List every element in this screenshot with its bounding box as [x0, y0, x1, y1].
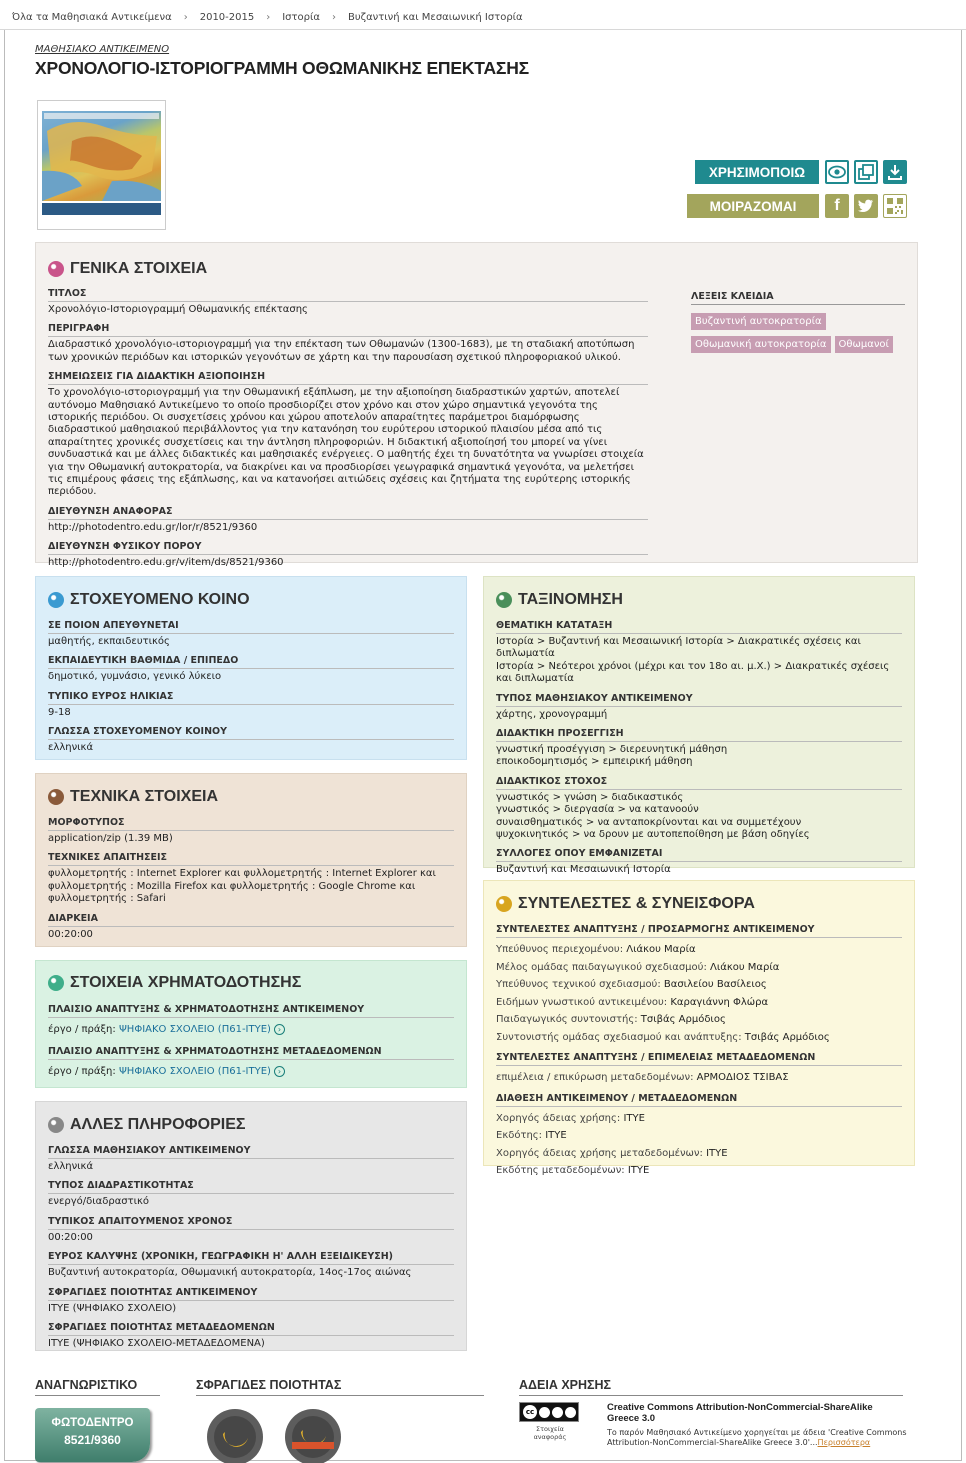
field-label: ΣΦΡΑΓΙΔΕΣ ΠΟΙΟΤΗΤΑΣ ΜΕΤΑΔΕΔΟΜΕΝΩΝ: [48, 1322, 454, 1336]
license-name: Creative Commons Attribution-NonCommercial-ShareAlike Greece 3.0: [607, 1402, 873, 1424]
contributor-role: Χορηγός άδειας χρήσης μεταδεδομένων:: [496, 1147, 707, 1159]
field-value: 00:20:00: [48, 1231, 93, 1243]
general-panel: [35, 242, 918, 569]
map-preview-image: [42, 111, 161, 201]
funding-prefix: έργο / πράξη:: [48, 1066, 119, 1078]
funding-value: [48, 1024, 454, 1036]
contributor-row: [496, 1111, 902, 1127]
use-actions: [695, 159, 907, 185]
contributors-panel: [483, 880, 915, 1176]
field-value: ΙΤΥΕ (ΨΗΦΙΑΚΟ ΣΧΟΛΕΙΟ): [48, 1302, 177, 1314]
field-value: ενεργό/διαδραστικό: [48, 1196, 150, 1208]
badge-id: 8521/9360: [64, 1433, 121, 1447]
contributor-name: Λιάκου Μαρία: [626, 944, 696, 955]
contributor-row: [496, 995, 902, 1011]
breadcrumb-item[interactable]: Ιστορία: [282, 12, 320, 23]
funding-section-icon: [48, 975, 64, 991]
contributor-group-label: ΣΥΝΤΕΛΕΣΤΕΣ ΑΝΑΠΤΥΞΗΣ / ΕΠΙΜΕΛΕΙΑΣ ΜΕΤΑΔΕΔΟΜΕΝΩΝ: [496, 1052, 902, 1066]
contributor-row: [496, 1070, 902, 1086]
field-label: ΤΕΧΝΙΚΕΣ ΑΠΑΙΤΗΣΕΙΣ: [48, 852, 454, 866]
field-value: χάρτης, χρονογραμμή: [496, 708, 608, 720]
field-value: φυλλομετρητής : Internet Explorer και φυλλομετρητής : Internet Explorer και φυλλομετρητής : Mozilla Firefox και φυλλομετρητής : Google Chrome και φυλλομετρητής : Safari: [48, 868, 436, 905]
breadcrumb: [0, 0, 966, 30]
quality-seals-section: [196, 1378, 484, 1463]
keyword-tag[interactable]: Οθωμανοί: [835, 336, 893, 353]
field-label: ΤΥΠΙΚΟΣ ΑΠΑΙΤΟΥΜΕΝΟΣ ΧΡΟΝΟΣ: [48, 1216, 454, 1230]
other-section-icon: [48, 1117, 64, 1133]
contributor-name: ΙΤΥΕ: [545, 1130, 567, 1141]
seal-object-icon: [206, 1408, 264, 1463]
contributor-name: Καραγιάννη Φλώρα: [670, 996, 769, 1008]
field-value: δημοτικό, γυμνάσιο, γενικό λύκειο: [48, 671, 222, 683]
audience-panel: [35, 576, 467, 760]
general-heading: ΓΕΝΙΚΑ ΣΤΟΙΧΕΙΑ: [48, 260, 207, 278]
object-type-label[interactable]: ΜΑΘΗΣΙΑΚΟ ΑΝΤΙΚΕΙΜΕΝΟ: [35, 44, 170, 55]
field-label: ΠΕΡΙΓΡΑΦΗ: [48, 323, 648, 337]
classification-section-icon: [496, 592, 512, 608]
use-button[interactable]: ΧΡΗΣΙΜΟΠΟΙΩ: [695, 160, 819, 184]
field-label: ΤΥΠΙΚΟ ΕΥΡΟΣ ΗΛΙΚΙΑΣ: [48, 691, 454, 705]
quality-seals-heading: ΣΦΡΑΓΙΔΕΣ ΠΟΙΟΤΗΤΑΣ: [196, 1378, 484, 1396]
badge-title: ΦΩΤΟΔΕΝΤΡΟ: [51, 1417, 134, 1429]
breadcrumb-item[interactable]: Όλα τα Μαθησιακά Αντικείμενα: [12, 12, 172, 23]
license-text: Το παρόν Μαθησιακό Αντικείμενο χορηγείται με άδεια 'Creative Commons Attribution-NonCommercial-ShareAlike Greece 3.0'...: [607, 1428, 907, 1447]
field-label: ΤΙΤΛΟΣ: [48, 288, 648, 302]
contributor-group-label: ΣΥΝΤΕΛΕΣΤΕΣ ΑΝΑΠΤΥΞΗΣ / ΠΡΟΣΑΡΜΟΓΗΣ ΑΝΤΙΚΕΙΜΕΝΟΥ: [496, 924, 902, 938]
facebook-icon[interactable]: f: [825, 194, 849, 218]
field-value: ελληνικά: [48, 1161, 94, 1172]
field-label: ΕΚΠΑΙΔΕΥΤΙΚΗ ΒΑΘΜΙΔΑ / ΕΠΙΠΕΔΟ: [48, 655, 454, 669]
contributor-row: [496, 1163, 902, 1179]
funding-heading: ΣΤΟΙΧΕΙΑ ΧΡΗΜΑΤΟΔΟΤΗΣΗΣ: [48, 974, 301, 992]
identifier-section: [35, 1378, 160, 1462]
twitter-icon[interactable]: [854, 194, 878, 218]
contributor-role: Χορηγός άδειας χρήσης:: [496, 1112, 624, 1124]
audience-heading: ΣΤΟΧΕΥΟΜΕΝΟ ΚΟΙΝΟ: [48, 591, 250, 609]
field-value: Βυζαντινή αυτοκρατορία, Οθωμανική αυτοκρατορία, 14ος-17ος αιώνας: [48, 1267, 412, 1279]
contributor-role: Ειδήμων γνωστικού αντικειμένου:: [496, 996, 671, 1008]
contributor-role: Εκδότης μεταδεδομένων:: [496, 1165, 628, 1176]
contributor-name: ΙΤΥΕ: [623, 1112, 645, 1124]
contributor-name: Τσιβάς Αρμόδιος: [640, 1014, 726, 1025]
field-label: ΣΗΜΕΙΩΣΕΙΣ ΓΙΑ ΔΙΔΑΚΤΙΚΗ ΑΞΙΟΠΟΙΗΣΗ: [48, 371, 648, 385]
classification-panel: [483, 576, 915, 876]
funding-panel: [35, 960, 467, 1088]
contributor-row: [496, 960, 902, 976]
contributor-row: [496, 1012, 902, 1028]
timeline-bar: [42, 203, 161, 215]
arrow-circle-icon[interactable]: ›: [274, 1066, 285, 1077]
technical-section-icon: [48, 789, 64, 805]
view-icon[interactable]: [825, 160, 849, 184]
keywords-label: ΛΕΞΕΙΣ ΚΛΕΙΔΙΑ: [691, 291, 905, 305]
contributor-role: επιμέλεια / επικύρωση μεταδεδομένων:: [496, 1072, 697, 1083]
contributor-name: Τσιβάς Αρμόδιος: [744, 1031, 830, 1043]
field-label: ΠΛΑΙΣΙΟ ΑΝΑΠΤΥΞΗΣ & ΧΡΗΜΑΤΟΔΟΤΗΣΗΣ ΜΕΤΑΔΕΔΟΜΕΝΩΝ: [48, 1046, 454, 1060]
field-label: ΔΙΕΥΘΥΝΣΗ ΦΥΣΙΚΟΥ ΠΟΡΟΥ: [48, 541, 648, 555]
field-label: ΔΙΔΑΚΤΙΚΟΣ ΣΤΟΧΟΣ: [496, 776, 902, 790]
share-actions: [687, 193, 907, 219]
share-button[interactable]: ΜΟΙΡΑΖΟΜΑΙ: [687, 194, 819, 218]
contributor-row: [496, 1146, 902, 1162]
contributor-name: Βασιλείου Βασίλειος: [663, 979, 767, 990]
field-label: ΕΥΡΟΣ ΚΑΛΥΨΗΣ (ΧΡΟΝΙΚΗ, ΓΕΩΓΡΑΦΙΚΗ Η' ΑΛΛΗ ΕΞΕΙΔΙΚΕΥΣΗ): [48, 1251, 454, 1265]
contributor-row: [496, 942, 902, 958]
notes-value: Το χρονολόγιο-ιστοριογραμμή για την Οθωμανική εξάπλωση, με την αξιοποίηση διαδραστικών χαρτών, αποτελεί αυτόνομο Μαθησιακό Αντικείμενο το οποίο προσδιορίζει στον χρόνο και στον χώρο σημαντικά γεγονότα της ιστορικής περιόδου. Οι συσχετίσεις χρόνου και χώρου αποτελούν απαραίτητες παράμετροι διαμόρφωσης διαδραστικού μαθησιακού περιβάλλοντος για την κατανόηση του ευρύτερου ιστορικού πλαισίου μέσα από τις απαραίτητες χρονικές συσχετίσεις και την άντληση πληροφοριών. Η διδακτική αξιοποίησή του μπορεί να γίνει συνδυαστικά και με άλλες διδακτικές και μαθησιακές ενέργειες. Ο μαθητής έχει τη δυνατότητα να γνωρίσει στοιχεία για την Οθωμανική αυτοκρατορία, να διακρίνει και να προσδιορίσει γεωγραφικά σημαντικά γεγονότα, να μελετήσει τις επιμέρους φάσεις της εξάπλωσης, και να κατανοήσει αιτιώδεις σχέσεις και ζητήματα της ευρύτερης ιστορικής περιόδου.: [48, 387, 644, 498]
cc-license-logo[interactable]: cc Στοιχεία αναφοράς: [519, 1402, 581, 1441]
breadcrumb-item[interactable]: 2010-2015: [199, 12, 255, 23]
field-value: 00:20:00: [48, 928, 93, 940]
field-label: ΜΟΡΦΟΤΥΠΟΣ: [48, 817, 454, 831]
resource-url[interactable]: http://photodentro.edu.gr/v/item/ds/8521/9360: [48, 557, 284, 569]
general-section-icon: [48, 261, 64, 277]
license-description: [607, 1428, 907, 1448]
keyword-tag[interactable]: Βυζαντινή αυτοκρατορία: [691, 313, 826, 330]
field-value: ελληνικά: [48, 742, 94, 754]
field-value: application/zip (1.39 MB): [48, 833, 173, 844]
field-label: ΔΙΔΑΚΤΙΚΗ ΠΡΟΣΕΓΓΙΣΗ: [496, 728, 902, 742]
license-more-link[interactable]: Περισσότερα: [817, 1438, 871, 1447]
contributors-section-icon: [496, 896, 512, 912]
field-label: ΘΕΜΑΤΙΚΗ ΚΑΤΑΤΑΞΗ: [496, 620, 902, 634]
field-value: γνωστική προσέγγιση > διερευνητική μάθηση εποικοδομητισμός > εμπειρική μάθηση: [496, 744, 728, 768]
description-value: Διαδραστικό χρονολόγιο-ιστοριογραμμή για την επέκταση των Οθωμανών (1300-1683), με τη σταδιακή αποτύπωση των χρονικών περιόδων και ιστορικών γεγονότων σε χάρτη και την παρουσίαση σχετικού πληροφοριακού υλικού.: [48, 339, 635, 363]
contributor-role: Εκδότης:: [496, 1130, 546, 1141]
other-heading: ΑΛΛΕΣ ΠΛΗΡΟΦΟΡΙΕΣ: [48, 1116, 245, 1134]
other-panel: [35, 1101, 467, 1351]
breadcrumb-separator: ›: [331, 12, 336, 23]
contributor-role: Μέλος ομάδας παιδαγωγικού σχεδιασμού:: [496, 961, 710, 973]
field-value: ΙΤΥΕ (ΨΗΦΙΑΚΟ ΣΧΟΛΕΙΟ-ΜΕΤΑΔΕΔΟΜΕΝΑ): [48, 1338, 265, 1350]
field-value: Βυζαντινή και Μεσαιωνική Ιστορία: [496, 864, 671, 876]
field-value: γνωστικός > γνώση > διαδικαστικός γνωστικός > διεργασία > να κατανοούν συναισθηματικός > να ανταποκρίνονται και να συμμετέχουν ψυχοκινητικός > να δρουν με αυτοπεποίθηση με βάση οδηγίες: [496, 791, 810, 841]
funding-project-link[interactable]: ΨΗΦΙΑΚΟ ΣΧΟΛΕΙΟ (Π61-ΙΤΥΕ): [118, 1024, 271, 1035]
identifier-heading: ΑΝΑΓΝΩΡΙΣΤΙΚΟ: [35, 1378, 160, 1396]
field-label: ΣΦΡΑΓΙΔΕΣ ΠΟΙΟΤΗΤΑΣ ΑΝΤΙΚΕΙΜΕΝΟΥ: [48, 1287, 454, 1301]
audience-section-icon: [48, 592, 64, 608]
field-label: ΔΙΕΥΘΥΝΣΗ ΑΝΑΦΟΡΑΣ: [48, 506, 648, 520]
classification-heading: ΤΑΞΙΝΟΜΗΣΗ: [496, 591, 623, 609]
breadcrumb-item[interactable]: Βυζαντινή και Μεσαιωνική Ιστορία: [347, 12, 523, 23]
contributors-heading: ΣΥΝΤΕΛΕΣΤΕΣ & ΣΥΝΕΙΣΦΟΡΑ: [496, 895, 755, 913]
funding-prefix: έργο / πράξη:: [48, 1024, 119, 1035]
funding-project-link[interactable]: ΨΗΦΙΑΚΟ ΣΧΟΛΕΙΟ (Π61-ΙΤΥΕ): [118, 1066, 271, 1078]
contributor-row: [496, 977, 902, 993]
page-title: ΧΡΟΝΟΛΟΓΙΟ-ΙΣΤΟΡΙΟΓΡΑΜΜΗ ΟΘΩΜΑΝΙΚΗΣ ΕΠΕΚΤΑΣΗΣ: [35, 58, 529, 78]
license-heading: ΑΔΕΙΑ ΧΡΗΣΗΣ: [519, 1378, 903, 1396]
technical-heading: ΤΕΧΝΙΚΑ ΣΤΟΙΧΕΙΑ: [48, 788, 218, 806]
download-icon[interactable]: [883, 160, 907, 184]
contributor-name: Λιάκου Μαρία: [710, 961, 780, 973]
field-label: ΣΕ ΠΟΙΟΝ ΑΠΕΥΘΥΝΕΤΑΙ: [48, 620, 454, 634]
qr-code-icon[interactable]: [883, 194, 907, 218]
license-section: [519, 1378, 907, 1447]
contributor-group-label: ΔΙΑΘΕΣΗ ΑΝΤΙΚΕΙΜΕΝΟΥ / ΜΕΤΑΔΕΔΟΜΕΝΩΝ: [496, 1093, 902, 1107]
contributor-row: [496, 1128, 902, 1144]
resource-thumbnail[interactable]: [37, 100, 166, 230]
contributor-role: Συντονιστής ομάδας σχεδιασμού και ανάπτυξης:: [496, 1031, 745, 1043]
seal-metadata-icon: [284, 1408, 342, 1463]
funding-value: [48, 1066, 454, 1078]
reference-url[interactable]: http://photodentro.edu.gr/lor/r/8521/9360: [48, 521, 258, 533]
contributor-role: Παιδαγωγικός συντονιστής:: [496, 1014, 641, 1025]
contributor-row: [496, 1030, 902, 1046]
license-caption: Στοιχεία αναφοράς: [533, 1425, 567, 1441]
contributor-name: ΑΡΜΟΔΙΟΣ ΤΣΙΒΑΣ: [696, 1072, 789, 1083]
field-label: ΠΛΑΙΣΙΟ ΑΝΑΠΤΥΞΗΣ & ΧΡΗΜΑΤΟΔΟΤΗΣΗΣ ΑΝΤΙΚΕΙΜΕΝΟΥ: [48, 1004, 454, 1018]
breadcrumb-separator: ›: [183, 12, 188, 23]
technical-panel: [35, 773, 467, 947]
field-value: μαθητής, εκπαιδευτικός: [48, 636, 170, 647]
field-label: ΤΥΠΟΣ ΔΙΑΔΡΑΣΤΙΚΟΤΗΤΑΣ: [48, 1180, 454, 1194]
breadcrumb-separator: ›: [266, 12, 271, 23]
keyword-list: [691, 313, 905, 359]
contributor-name: ΙΤΥΕ: [627, 1165, 650, 1176]
title-value: Χρονολόγιο-Ιστοριογραμμή Οθωμανικής επέκτασης: [48, 304, 308, 315]
embed-icon[interactable]: [854, 160, 878, 184]
field-label: ΣΥΛΛΟΓΕΣ ΟΠΟΥ ΕΜΦΑΝΙΖΕΤΑΙ: [496, 848, 902, 862]
contributor-name: ΙΤΥΕ: [706, 1147, 728, 1159]
arrow-circle-icon[interactable]: ›: [274, 1024, 285, 1035]
field-label: ΓΛΩΣΣΑ ΜΑΘΗΣΙΑΚΟΥ ΑΝΤΙΚΕΙΜΕΝΟΥ: [48, 1145, 454, 1159]
photodentro-badge[interactable]: [35, 1408, 150, 1462]
field-label: ΤΥΠΟΣ ΜΑΘΗΣΙΑΚΟΥ ΑΝΤΙΚΕΙΜΕΝΟΥ: [496, 693, 902, 707]
field-value: Ιστορία > Βυζαντινή και Μεσαιωνική Ιστορία > Διακρατικές σχέσεις και διπλωματία Ιστορία > Νεότεροι χρόνοι (μέχρι και τον 18ο αι. μ.Χ.) > Διακρατικές σχέσεις και διπλωματία: [496, 636, 890, 685]
contributor-role: Υπεύθυνος περιεχομένου:: [496, 944, 627, 955]
keyword-tag[interactable]: Οθωμανική αυτοκρατορία: [691, 336, 831, 353]
field-label: ΓΛΩΣΣΑ ΣΤΟΧΕΥΟΜΕΝΟΥ ΚΟΙΝΟΥ: [48, 726, 454, 740]
contributor-role: Υπεύθυνος τεχνικού σχεδιασμού:: [496, 979, 664, 990]
field-value: 9-18: [48, 706, 71, 718]
field-label: ΔΙΑΡΚΕΙΑ: [48, 913, 454, 927]
